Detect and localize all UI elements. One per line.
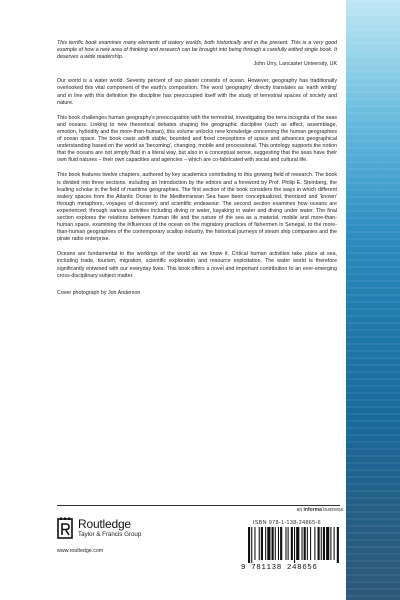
blurb-paragraph: Our world is a water world. Seventy percent of our planet consists of ocean. However, geography has traditionally overlooked this vital component of the earth's composition. The word 'geography' directly translates as 'earth writing' and in line with this definition the discipline has preoccupied itself with the study of terrestrial spaces of society and nature. <box>57 78 337 106</box>
publisher-name: Routledge <box>78 517 131 531</box>
publisher-logo <box>57 517 141 539</box>
informa-brand: informa <box>303 507 322 513</box>
endorsement-quote: This terrific book examines many elements of watery worlds, both historically and in the present. This is a very good example of how a new area of thinking and research can be brought into being through a carefully edited single book. It deserves a wide readership. <box>57 40 337 61</box>
blurb-paragraph: This book challenges human geography's preoccupation with the terrestrial, investigating the terra incognita of the seas and oceans. Linking to new theoretical debates shaping the geographic discipline (such as affect, assemblage, emotion, hybridity and the more-than-human), this volume unlocks new knowledge concerning the human geographies of ocean space. The book casts adrift stable, bounded and fixed conceptions of space and advances geographical understanding based on the world as 'becoming', changing, mobile and processional. This ontology supports the notion that the oceans are not simply fluid in a literal way, but also in a conceptual sense, suggesting that the seas have their own fluid natures – their own capacities and agencies – which are co-fabricated with social and cultural life. <box>57 114 337 164</box>
informa-business-tag: an informa business <box>296 507 343 513</box>
barcode-block <box>241 527 340 573</box>
blurb-column <box>57 40 337 297</box>
endorsement-attribution: John Urry, Lancaster University, UK <box>253 61 337 68</box>
barcode-icon <box>248 527 340 563</box>
blurb-paragraph: This book features twelve chapters, authored by key academics contributing to this growing field of research. The book is divided into three sections, including an Introduction by the editors and a foreword by Prof. Philip E. Steinberg, the leading scholar in the field of maritime geographies. The first section of the book considers the ways in which different watery spaces from the Atlantic Ocean to the Mediterranean Sea have been conceptualized, theorized and 'known' through metaphors, voyages of discovery and scientific endeavour. The second section examines how oceans are experienced; through various activities including diving or water, kayaking in water and diving under water. The final section explores the relations between human life and the nature of the sea as a material, mobile and more-than-human space, examining the influences of the ocean on the migratory practices of fishermen in Senegal, to the more-than-human geographies of the contemporary scallop industry, the historical journeys of steam ship companies and the pirate radio enterprise. <box>57 172 337 243</box>
blurb-paragraph: Oceans are fundamental to the workings of the world as we know it. Critical human activities take place at sea, including trade, tourism, migration, scientific exploration and resource exploitation. The water world is therefore significantly entwined with our everyday lives. This book offers a novel and important contribution to an ever-emerging cross-disciplinary subject matter. <box>57 251 337 279</box>
publisher-group: Taylor & Francis Group <box>78 531 142 538</box>
footer-divider <box>57 505 340 506</box>
publisher-footer <box>57 505 343 585</box>
isbn-label: ISBN 978-1-138-24865-6 <box>253 520 321 526</box>
sea-photo-strip <box>346 0 400 600</box>
cover-photo-credit: Cover photograph by Jon Anderson <box>57 289 141 296</box>
barcode-digits: 9 781138 248656 <box>241 564 318 572</box>
publisher-website: www.routledge.com <box>57 548 104 554</box>
routledge-tower-icon <box>57 517 73 539</box>
